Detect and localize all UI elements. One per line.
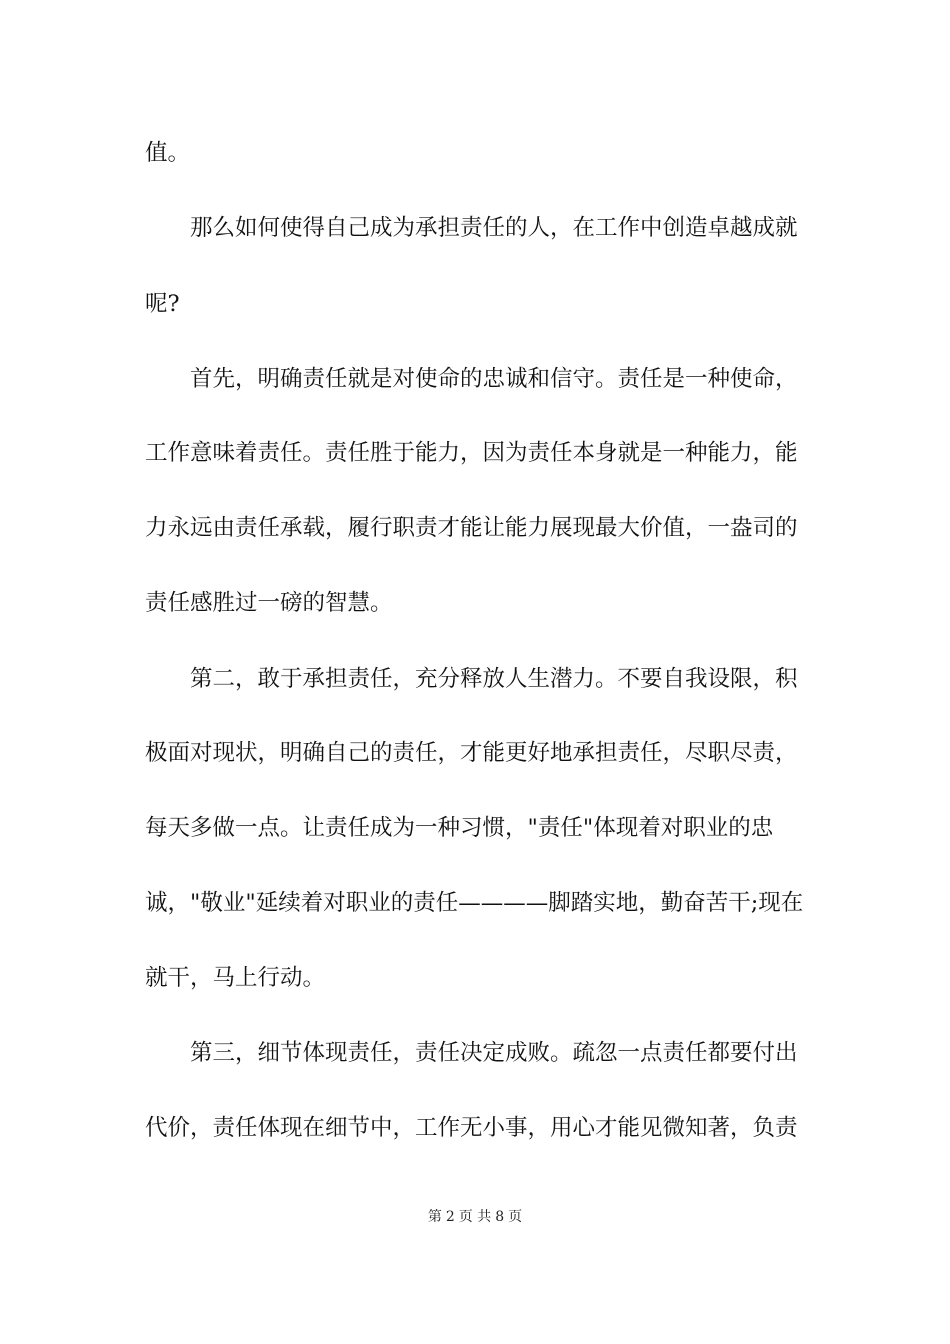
paragraph-line: 力永远由责任承载，履行职责才能让能力展现最大价值，一盎司的 bbox=[145, 515, 798, 541]
paragraph-line: 第三，细节体现责任，责任决定成败。疏忽一点责任都要付出 bbox=[190, 1040, 798, 1066]
paragraph-line: 那么如何使得自己成为承担责任的人，在工作中创造卓越成就 bbox=[190, 215, 798, 241]
paragraph-line: 极面对现状，明确自己的责任，才能更好地承担责任，尽职尽责， bbox=[145, 740, 798, 766]
paragraph-line: 责任感胜过一磅的智慧。 bbox=[145, 590, 393, 616]
footer-suffix: 页 bbox=[508, 1209, 523, 1225]
footer-prefix: 第 bbox=[427, 1209, 442, 1225]
paragraph-line: 第二，敢于承担责任，充分释放人生潜力。不要自我设限，积 bbox=[190, 666, 798, 692]
paragraph-line: 工作意味着责任。责任胜于能力，因为责任本身就是一种能力，能 bbox=[145, 440, 798, 466]
paragraph-line: 每天多做一点。让责任成为一种习惯，"责任"体现着对职业的忠 bbox=[145, 815, 774, 841]
page-number-footer bbox=[0, 1208, 950, 1226]
paragraph-line: 值。 bbox=[145, 140, 191, 166]
footer-mid: 页 共 bbox=[458, 1209, 492, 1225]
paragraph-line: 诚，"敬业"延续着对职业的责任————脚踏实地，勤奋苦干;现在 bbox=[145, 890, 804, 916]
paragraph-line: 首先，明确责任就是对使命的忠诚和信守。责任是一种使命， bbox=[190, 366, 798, 392]
current-page-number: 2 bbox=[445, 1209, 455, 1225]
total-pages-number: 8 bbox=[495, 1209, 505, 1225]
paragraph-line: 呢? bbox=[145, 291, 180, 317]
paragraph-line: 就干，马上行动。 bbox=[145, 965, 326, 991]
paragraph-line: 代价，责任体现在细节中，工作无小事，用心才能见微知著，负责 bbox=[145, 1115, 798, 1141]
